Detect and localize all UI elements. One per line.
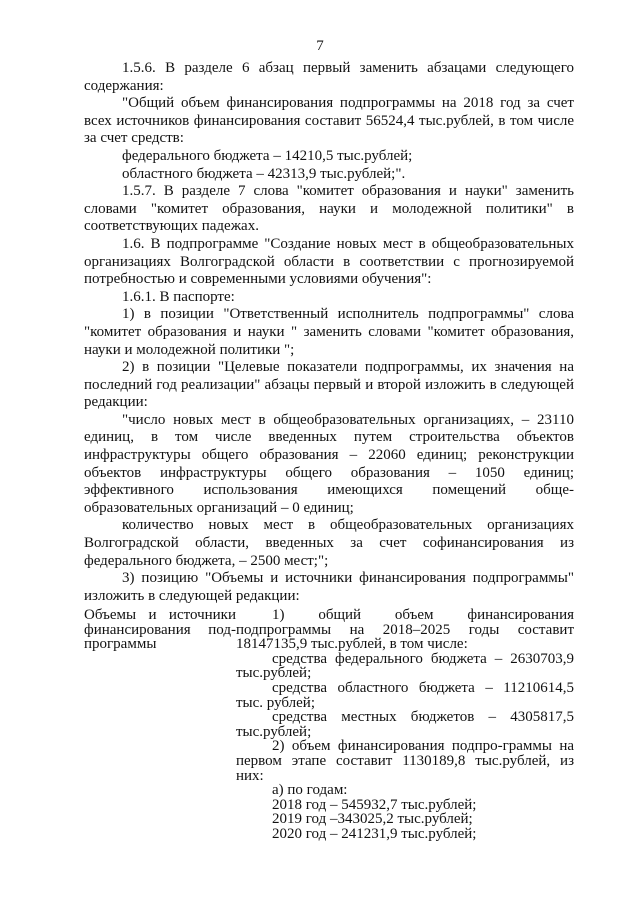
table-row (84, 608, 574, 842)
table-label-cell: Объемы и источники финансирования под-программы (84, 607, 236, 653)
table-line: а) по годам: (272, 782, 348, 799)
paragraph: 2) в позиции "Целевые показатели подпрограммы, их значения на последний год реализации" абзацы первый и второй изложить в следующей редакции: (84, 359, 574, 411)
paragraph: 1.6. В подпрограмме "Создание новых мест в общеобразовательных организациях Волгоградской области в соответствии с прогнозируемой потребностью и современными условиями обучения": (84, 235, 574, 288)
paragraph: "число новых мест в общеобразовательных организациях, – 23110 единиц, в том числе введенных путем строительства объектов инфраструктуры общего образования – 22060 единиц; реконструкции объектов инфраструктуры общего образования – 1050 единиц; эффективного использования имеющихся помещений обще-образовательных организаций – 0 единиц; (84, 411, 574, 516)
page-number: 7 (316, 38, 324, 54)
paragraph: количество новых мест в общеобразовательных организациях Волгоградской области, введенных за счет софинансирования из федерального бюджета, – 2500 мест;"; (84, 517, 574, 569)
paragraph: 1.5.7. В разделе 7 слова "комитет образования и науки" заменить словами "комитет образования, науки и молодежной политики" в соответствующих падежах. (84, 183, 574, 235)
table-line: 2020 год – 241231,9 тыс.рублей; (272, 825, 477, 842)
paragraph: 1) в позиции "Ответственный исполнитель подпрограммы" слова "комитет образования и науки " заменить словами "комитет образования, науки и молодежной политики "; (84, 306, 574, 358)
document-body (84, 60, 574, 605)
paragraph: 1.6.1. В паспорте: (122, 288, 235, 305)
paragraph: 1.5.6. В разделе 6 абзац первый заменить абзацами следующего содержания: (84, 60, 574, 94)
financing-table (84, 608, 574, 842)
table-line: 1) общий объем финансирования подпрограммы на 2018–2025 годы составит 18147135,9 тыс.рублей, в том числе: (236, 607, 574, 653)
paragraph: 3) позицию "Объемы и источники финансирования подпрограммы" изложить в следующей редакции: (84, 570, 574, 604)
paragraph: областного бюджета – 42313,9 тыс.рублей;". (122, 165, 406, 182)
paragraph: федерального бюджета – 14210,5 тыс.рублей; (122, 147, 413, 164)
table-line: 2019 год –343025,2 тыс.рублей; (272, 811, 473, 828)
table-line: 2018 год – 545932,7 тыс.рублей; (272, 796, 477, 813)
table-line: 2) объем финансирования подпро-граммы на первом этапе составит 1130189,8 тыс.рублей, из них: (236, 738, 574, 784)
table-line: средства областного бюджета – 11210614,5 тыс. рублей; (236, 679, 574, 711)
table-value-cell (236, 608, 574, 842)
table-line: средства местных бюджетов – 4305817,5 тыс.рублей; (236, 709, 574, 740)
table-line: средства федерального бюджета – 2630703,9 тыс.рублей; (236, 650, 574, 682)
paragraph: "Общий объем финансирования подпрограммы на 2018 год за счет всех источников финансирования составит 56524,4 тыс.рублей, в том числе за счет средств: (84, 95, 574, 147)
